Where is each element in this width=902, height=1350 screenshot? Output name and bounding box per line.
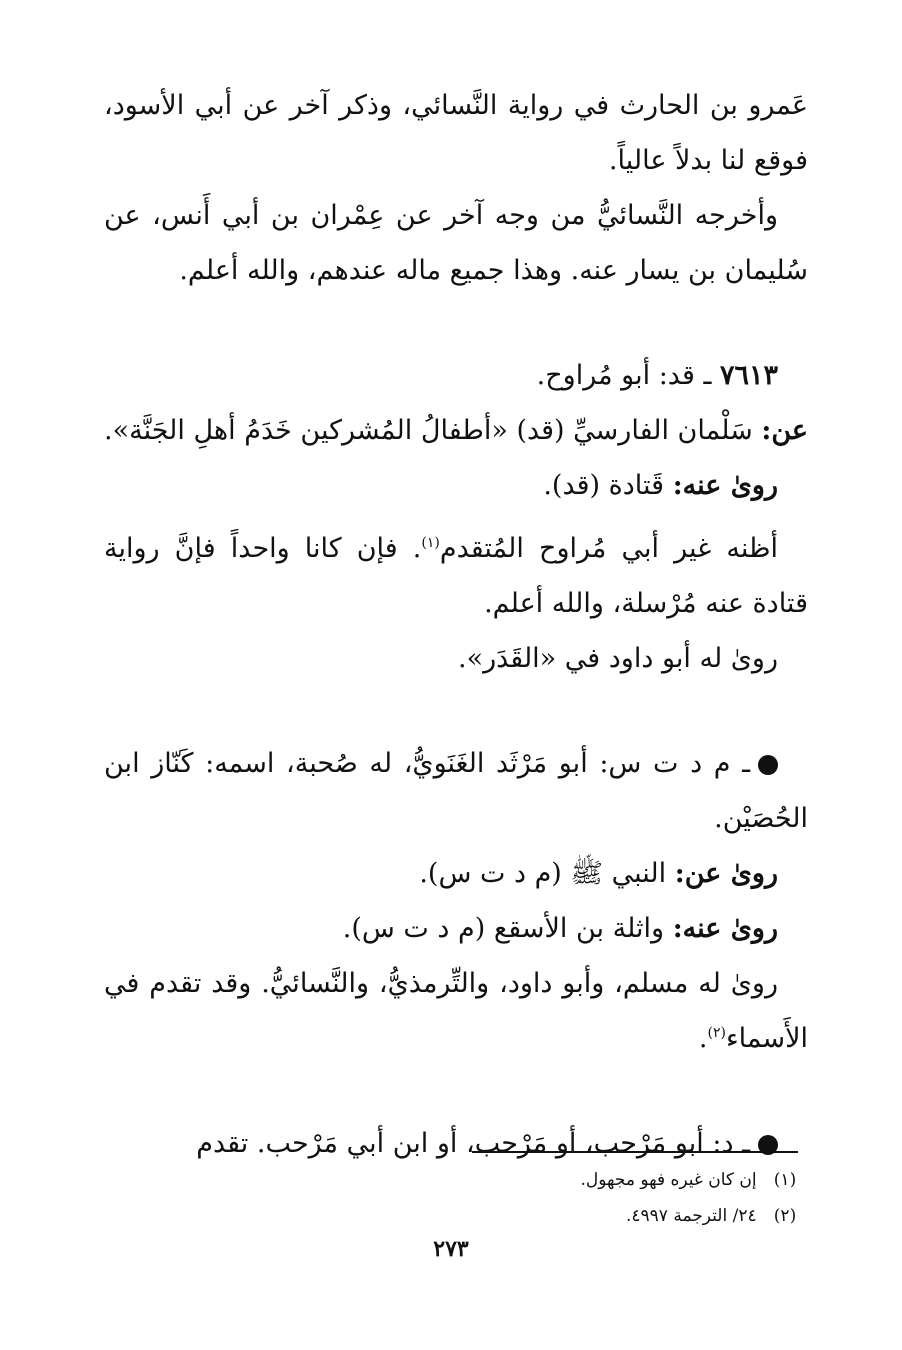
narrated-from [104, 403, 808, 458]
footnote-text: إن كان غيره فهو مجهول. [580, 1170, 757, 1190]
narrated-by [104, 901, 808, 956]
label: روىٰ عن: [674, 858, 778, 889]
page-body [104, 78, 808, 1171]
note [104, 956, 808, 1066]
label: عن: [761, 415, 808, 446]
text: روىٰ له مسلم، وأبو داود، والتِّرمذيُّ، والنَّسائيُّ. وقد تقدم في الأَسماء [104, 968, 808, 1054]
entry-heading [104, 736, 808, 846]
paragraph: وأخرجه النَّسائيُّ من وجه آخر عن عِمْران بن أبي أَنس، عن سُليمان بن يسار عنه. وهذا جميع ماله عندهم، والله أعلم. [104, 200, 808, 286]
footnote [104, 1198, 808, 1234]
paragraph: عَمرو بن الحارث في رواية النَّسائي، وذكر آخر عن أبي الأسود، فوقع لنا بدلاً عالياً. [104, 90, 808, 176]
footnote-number: (١) [773, 1170, 797, 1190]
narration-note: روىٰ له أبو داود في «القَدَر». [457, 643, 778, 674]
entry-number: ٧٦١٣ [719, 360, 778, 391]
entry-title: ـ قد: أبو مُراوح. [536, 360, 712, 391]
text: . فإن كانا واحداً فإنَّ رواية قتادة عنه مُرْسلة، والله أعلم. [104, 533, 808, 619]
entry-title: ـ د: أبو مَرْحب، أو مَرْحب، أو ابن أبي مَرْحب. تقدم [196, 1128, 750, 1159]
note [104, 521, 808, 631]
page-number: ٢٧٣ [433, 1236, 469, 1262]
footnote-number: (٢) [773, 1206, 797, 1226]
label: روىٰ عنه: [672, 470, 778, 501]
footnote [104, 1162, 808, 1198]
entry-title: ـ م د ت س: أبو مَرْثَد الغَنَويُّ، له صُحبة، اسمه: كَنّاز ابن الحُصَيْن. [104, 748, 808, 834]
footnote-ref: (١) [421, 535, 440, 551]
footnotes [104, 1162, 808, 1234]
bullet-icon [758, 755, 778, 775]
text: النبي ﷺ (م د ت س). [419, 858, 667, 889]
entry-heading [104, 348, 808, 403]
narrated-by [104, 458, 808, 513]
text: أظنه غير أبي مُراوح المُتقدم [439, 533, 778, 564]
text: سَلْمان الفارسيِّ (قد) «أطفالُ المُشركين خَدَمُ أهلِ الجَنَّة». [104, 415, 753, 446]
text: واثلة بن الأسقع (م د ت س). [342, 913, 665, 944]
footnote-ref: (٢) [707, 1025, 726, 1041]
text: . [698, 1023, 708, 1054]
text: قَتادة (قد). [543, 470, 665, 501]
narrated-from [104, 846, 808, 901]
label: روىٰ عنه: [672, 913, 778, 944]
footnote-text: ٢٤/ الترجمة ٤٩٩٧. [625, 1206, 757, 1226]
footnote-divider [472, 1151, 798, 1153]
